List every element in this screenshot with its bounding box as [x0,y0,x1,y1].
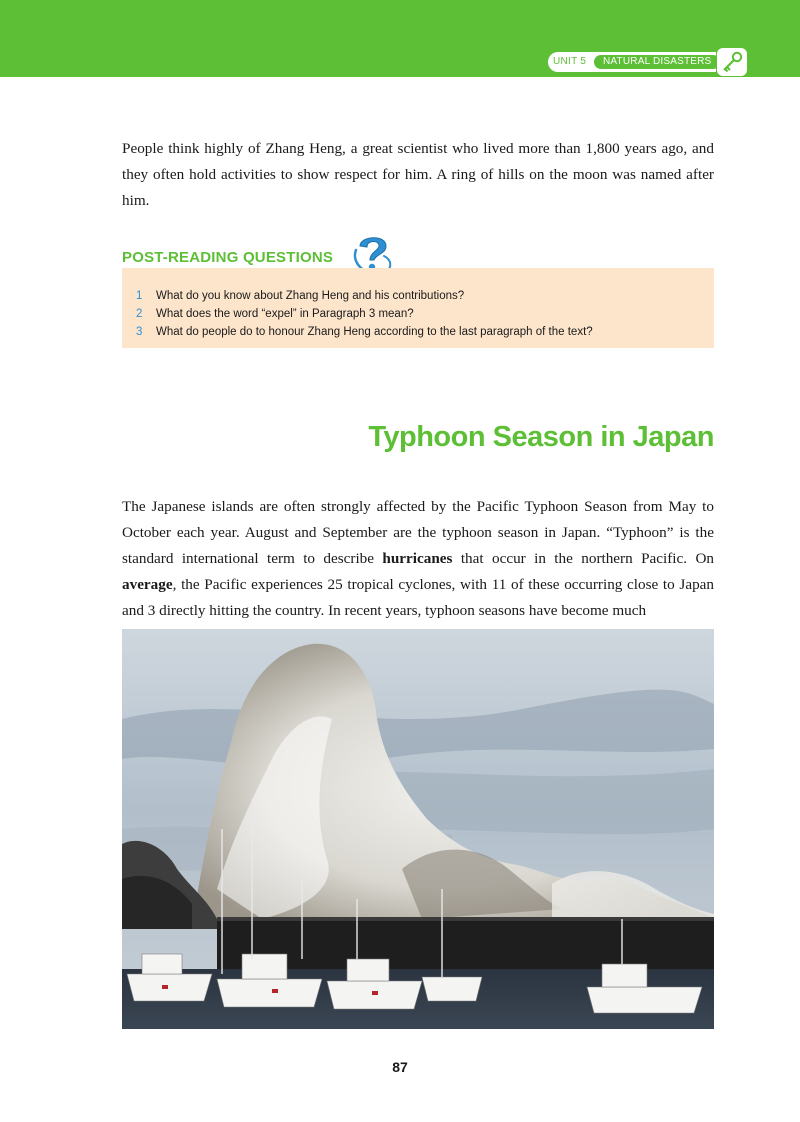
keyword-average: average [122,576,173,593]
article-text: , the Pacific experiences 25 tropical cyclones, with 11 of these occurring close to Japan and 3 directly hitting the country. In recent years, typhoon seasons have become much [122,576,714,619]
article-paragraph [122,494,714,624]
question-number: 3 [136,326,143,338]
question-text: What do people do to honour Zhang Heng according to the last paragraph of the text? [156,326,593,338]
question-text: What does the word “expel” in Paragraph 3 mean? [156,308,414,320]
intro-paragraph: People think highly of Zhang Heng, a great scientist who lived more than 1,800 years ago, and they often hold activities to show respect for him. A ring of hills on the moon was named after him. [122,140,714,209]
topic-label: NATURAL DISASTERS [594,55,720,69]
article-title: Typhoon Season in Japan [368,421,714,453]
key-badge [717,48,747,76]
key-icon [720,51,744,73]
question-item [136,287,593,305]
question-item [136,323,593,341]
post-reading-title: POST-READING QUESTIONS [122,249,334,266]
question-text: What do you know about Zhang Heng and his contributions? [156,290,465,302]
page-number: 87 [392,1059,408,1075]
article-text: The Japanese islands are often strongly affected by the Pacific Typhoon Season from May to October each year. August and September are the typhoon season in Japan. “Typhoon” is the standard international term to describe [122,498,714,567]
question-list [136,287,593,341]
question-item [136,305,593,323]
unit-label: UNIT 5 [553,56,587,67]
keyword-hurricanes: hurricanes [382,550,453,567]
question-number: 1 [136,290,143,302]
article-text: that occur in the northern Pacific. On [452,550,715,567]
typhoon-wave-photo [122,629,714,1029]
question-number: 2 [136,308,143,320]
